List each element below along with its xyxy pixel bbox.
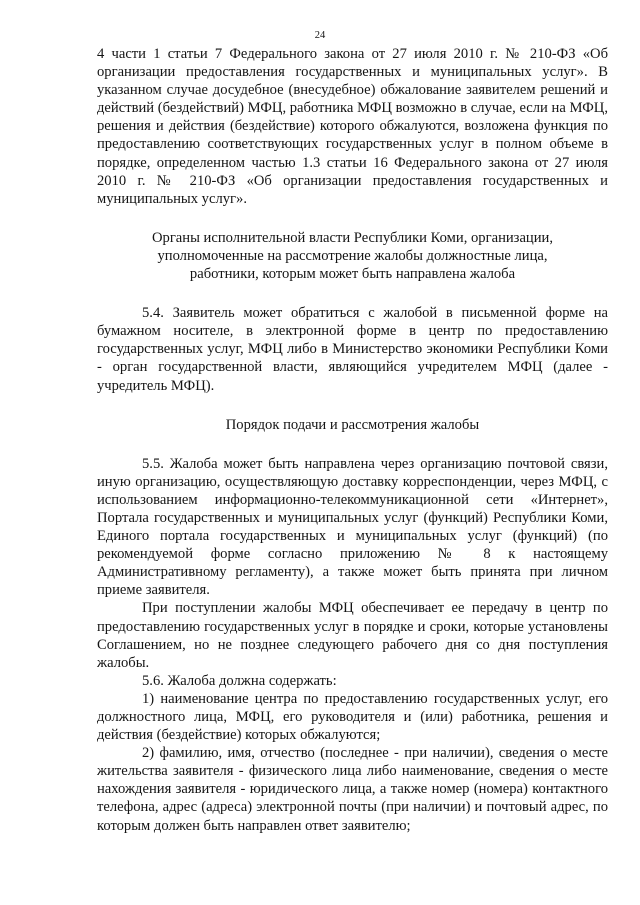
list-item-2: 2) фамилию, имя, отчество (последнее - при наличии), сведения о месте жительства заявителя - физического лица либо наименование, сведения о месте нахождения заявителя - юридического лица, а также номер (номера) контактного телефона, адрес (адреса) электронной почты (при наличии) и почтовый адрес, по которым должен быть направлен ответ заявителю; — [97, 745, 608, 834]
document-body — [97, 45, 608, 835]
page-number: 24 — [314, 30, 326, 41]
paragraph-5-6: 5.6. Жалоба должна содержать: — [142, 672, 337, 689]
heading-line: уполномоченные на рассмотрение жалобы должностные лица, — [157, 247, 548, 264]
paragraph-5-4: 5.4. Заявитель может обратиться с жалобой в письменной форме на бумажном носителе, в электронной форме в центр по предоставлению государственных услуг, МФЦ либо в Министерство экономики Республики Коми - орган государственной власти, являющийся учредителем МФЦ (далее - учредитель МФЦ). — [97, 305, 608, 394]
paragraph-intro: 4 части 1 статьи 7 Федерального закона от 27 июля 2010 г. № 210-ФЗ «Об организации предоставления государственных и муниципальных услуг». В указанном случае досудебное (внесудебное) обжалование заявителем решений и действий (бездействий) МФЦ, работника МФЦ возможно в случае, если на МФЦ, решения и действия (бездействие) которого обжалуются, возложена функция по предоставлению соответствующих государственных услуг в полном объеме в порядке, определенном частью 1.3 статьи 16 Федерального закона от 27 июля 2010 г. № 210-ФЗ «Об организации предоставления государственных и муниципальных услуг». — [97, 46, 608, 207]
paragraph-mfc-transfer: При поступлении жалобы МФЦ обеспечивает ее передачу в центр по предоставлению государственных услуг в порядке и сроки, которые установлены Соглашением, но не позднее следующего рабочего дня со дня поступления жалобы. — [97, 600, 608, 671]
paragraph-5-5: 5.5. Жалоба может быть направлена через организацию почтовой связи, иную организацию, осуществляющую доставку корреспонденции, через МФЦ, с использованием информационно-телекоммуникационной сети «Интернет», Портала государственных и муниципальных услуг (функций) Республики Коми, Единого портала государственных и муниципальных услуг (функций) (по рекомендуемой форме согласно приложению № 8 к настоящему Административному регламенту), а также может быть принята при личном приеме заявителя. — [97, 455, 608, 599]
heading-line: Органы исполнительной власти Республики Коми, организации, — [151, 229, 554, 246]
heading-line: работники, которым может быть направлена жалоба — [189, 266, 516, 283]
list-item-1: 1) наименование центра по предоставлению государственных услуг, его должностного лица, МФЦ, его руководителя и (или) работника, решения и действия (бездействие) которых обжалуются; — [97, 690, 608, 744]
section-heading-authorities — [97, 229, 608, 283]
section-heading-procedure: Порядок подачи и рассмотрения жалобы — [225, 416, 480, 433]
